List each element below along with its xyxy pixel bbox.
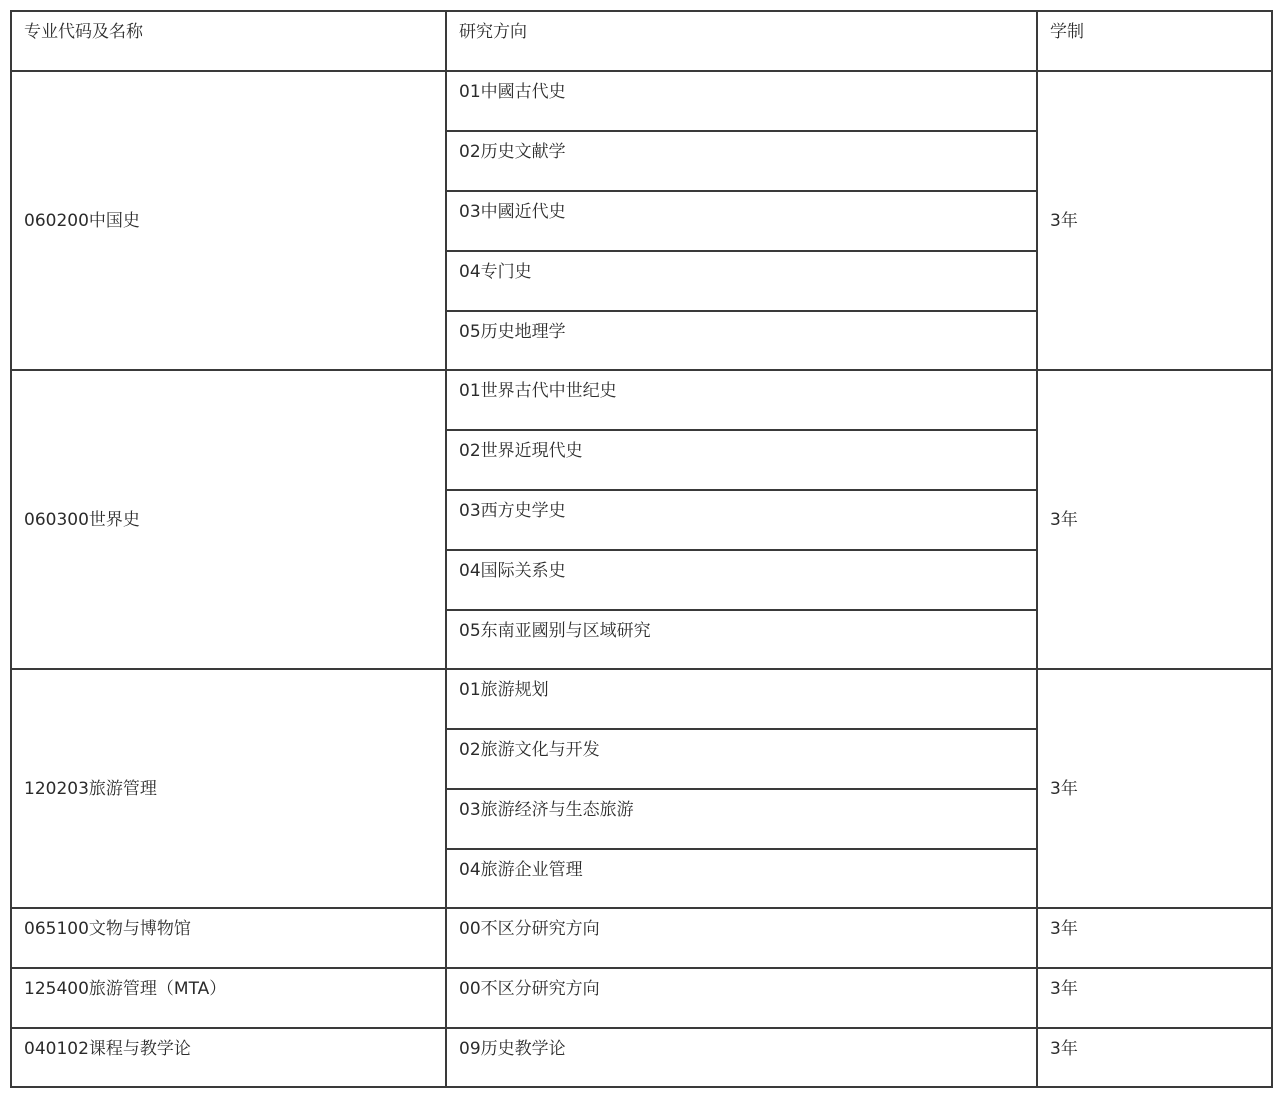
- duration-cell: 3年: [1038, 670, 1273, 909]
- direction-cell: 03旅游经济与生态旅游: [447, 790, 1038, 850]
- duration-cell: 3年: [1038, 72, 1273, 371]
- direction-cell: 03西方史学史: [447, 491, 1038, 551]
- direction-cell: 05东南亚國别与区域研究: [447, 611, 1038, 670]
- direction-cell: 03中國近代史: [447, 192, 1038, 252]
- duration-cell: 3年: [1038, 371, 1273, 670]
- direction-cell: 02世界近現代史: [447, 431, 1038, 491]
- header-duration: 学制: [1038, 12, 1273, 72]
- direction-cell: 01中國古代史: [447, 72, 1038, 132]
- header-major: 专业代码及名称: [12, 12, 447, 72]
- duration-cell: 3年: [1038, 1029, 1273, 1088]
- duration-cell: 3年: [1038, 969, 1273, 1029]
- direction-cell: 01旅游规划: [447, 670, 1038, 730]
- major-cell: 065100文物与博物馆: [12, 909, 447, 969]
- program-table: [10, 10, 1273, 1088]
- major-cell: 060300世界史: [12, 371, 447, 670]
- header-direction: 研究方向: [447, 12, 1038, 72]
- major-cell: 040102课程与教学论: [12, 1029, 447, 1088]
- direction-cell: 09历史教学论: [447, 1029, 1038, 1088]
- direction-cell: 04旅游企业管理: [447, 850, 1038, 909]
- direction-cell: 04专门史: [447, 252, 1038, 312]
- direction-cell: 00不区分研究方向: [447, 909, 1038, 969]
- direction-cell: 02历史文献学: [447, 132, 1038, 192]
- major-cell: 060200中国史: [12, 72, 447, 371]
- direction-cell: 00不区分研究方向: [447, 969, 1038, 1029]
- major-cell: 125400旅游管理（MTA）: [12, 969, 447, 1029]
- duration-cell: 3年: [1038, 909, 1273, 969]
- direction-cell: 01世界古代中世纪史: [447, 371, 1038, 431]
- major-cell: 120203旅游管理: [12, 670, 447, 909]
- direction-cell: 05历史地理学: [447, 312, 1038, 371]
- direction-cell: 04国际关系史: [447, 551, 1038, 611]
- direction-cell: 02旅游文化与开发: [447, 730, 1038, 790]
